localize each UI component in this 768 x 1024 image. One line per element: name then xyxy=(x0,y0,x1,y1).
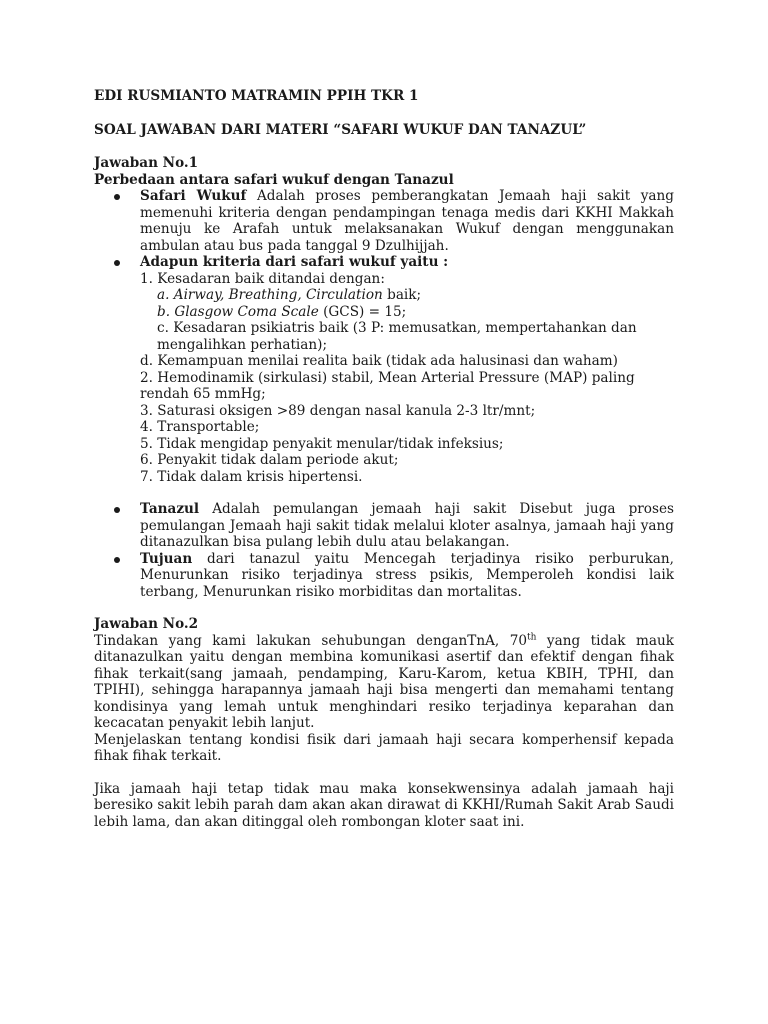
answer2-heading: Jawaban No.2 xyxy=(94,616,199,632)
tujuan-term: Tujuan xyxy=(140,550,193,567)
criteria-item: 7. Tidak dalam krisis hipertensi. xyxy=(140,468,363,485)
answer2-paragraph: Jika jamaah haji tetap tidak mau maka konsekwensinya adalah jamaah haji beresiko sakit lebih parah dam akan akan dirawat di KKHI/Rumah Sakit Arab Saudi lebih lama, dan akan ditinggal oleh rombongan kloter saat ini. xyxy=(94,780,674,830)
tujuan-definition: dari tanazul yaitu Mencegah terjadinya risiko perburukan, Menurunkan risiko terjadinya stress psikis, Memperoleh kondisi laik terbang, Menurunkan risiko morbiditas dan mortalitas. xyxy=(140,550,674,600)
subject-line: SOAL JAWABAN DARI MATERI “SAFARI WUKUF DAN TANAZUL” xyxy=(94,121,587,138)
bullet-icon xyxy=(114,194,120,200)
criteria-list xyxy=(140,271,674,486)
criteria-title: Adapun kriteria dari safari wukuf yaitu : xyxy=(140,254,449,270)
criteria-item: 5. Tidak mengidap penyakit menular/tidak infeksius; xyxy=(140,435,504,452)
tanazul-definition: Adalah pemulangan jemaah haji sakit Disebut juga proses pemulangan Jemaah haji sakit tidak melalui kloter asalnya, jamaah haji yang ditanazulkan bisa pulang lebih dulu atau belakangan. xyxy=(140,501,674,550)
criteria-item: 4. Transportable; xyxy=(140,419,260,435)
list-item xyxy=(94,551,674,601)
answer1-bullet-list xyxy=(94,188,674,271)
tanazul-bullet-list xyxy=(94,501,674,600)
criteria-sub-item: d. Kemampuan menilai realita baik (tidak ada halusinasi dan waham) xyxy=(140,353,618,369)
list-item xyxy=(94,501,674,551)
answer2-paragraph: Tindakan yang kami lakukan sehubungan denganTnA, 70th yang tidak mauk ditanazulkan yaitu dengan membina komunikasi asertif dan efektif dengan fihak fihak terkait(sang jamaah, pendamping, Karu-Karom, ketua KBIH, TPHI, dan TPIHI), sehingga harapannya jamaah haji bisa mengerti dan memahami tentang kondisinya yang lemah untuk menghindari resiko terjadinya keparahan dan kecacatan penyakit lebih lanjut. xyxy=(94,631,674,731)
safari-definition: Adalah proses pemberangkatan Jemaah haji sakit yang memenuhi kriteria dengan pendampingan tenaga medis dari KKHI Makkah menuju ke Arafah untuk melaksanakan Wukuf dengan menggunakan ambulan atau bus pada tanggal 9 Dzulhijjah. xyxy=(140,188,674,254)
criteria-item: 3. Saturasi oksigen >89 dengan nasal kanula 2-3 ltr/mnt; xyxy=(140,402,536,419)
answer2-paragraph: Menjelaskan tentang kondisi fisik dari jamaah haji secara komperhensif kepada fihak fihak terkait. xyxy=(94,731,674,764)
bullet-icon xyxy=(114,557,120,563)
document-page xyxy=(94,88,674,830)
author-line: EDI RUSMIANTO MATRAMIN PPIH TKR 1 xyxy=(94,88,419,104)
answer1-subheading: Perbedaan antara safari wukuf dengan Tanazul xyxy=(94,171,454,188)
answer1-heading: Jawaban No.1 xyxy=(94,155,199,171)
criteria-sub-item: a. Airway, Breathing, Circulation baik; xyxy=(157,287,422,303)
criteria-item: 6. Penyakit tidak dalam periode akut; xyxy=(140,452,399,468)
criteria-item: 2. Hemodinamik (sirkulasi) stabil, Mean Arterial Pressure (MAP) paling rendah 65 mmHg; xyxy=(140,369,635,402)
list-item xyxy=(94,254,674,271)
list-item xyxy=(94,188,674,254)
bullet-icon xyxy=(114,507,120,513)
criteria-sub-item: c. Kesadaran psikiatris baik (3 P: memusatkan, mempertahankan dan mengalihkan perhatian); xyxy=(157,320,637,353)
safari-term: Safari Wukuf xyxy=(140,188,247,204)
criteria-sub-item: b. Glasgow Coma Scale (GCS) = 15; xyxy=(157,303,407,320)
bullet-icon xyxy=(114,260,120,266)
tanazul-term: Tanazul xyxy=(140,501,200,517)
criteria-item: 1. Kesadaran baik ditandai dengan: xyxy=(140,270,385,287)
